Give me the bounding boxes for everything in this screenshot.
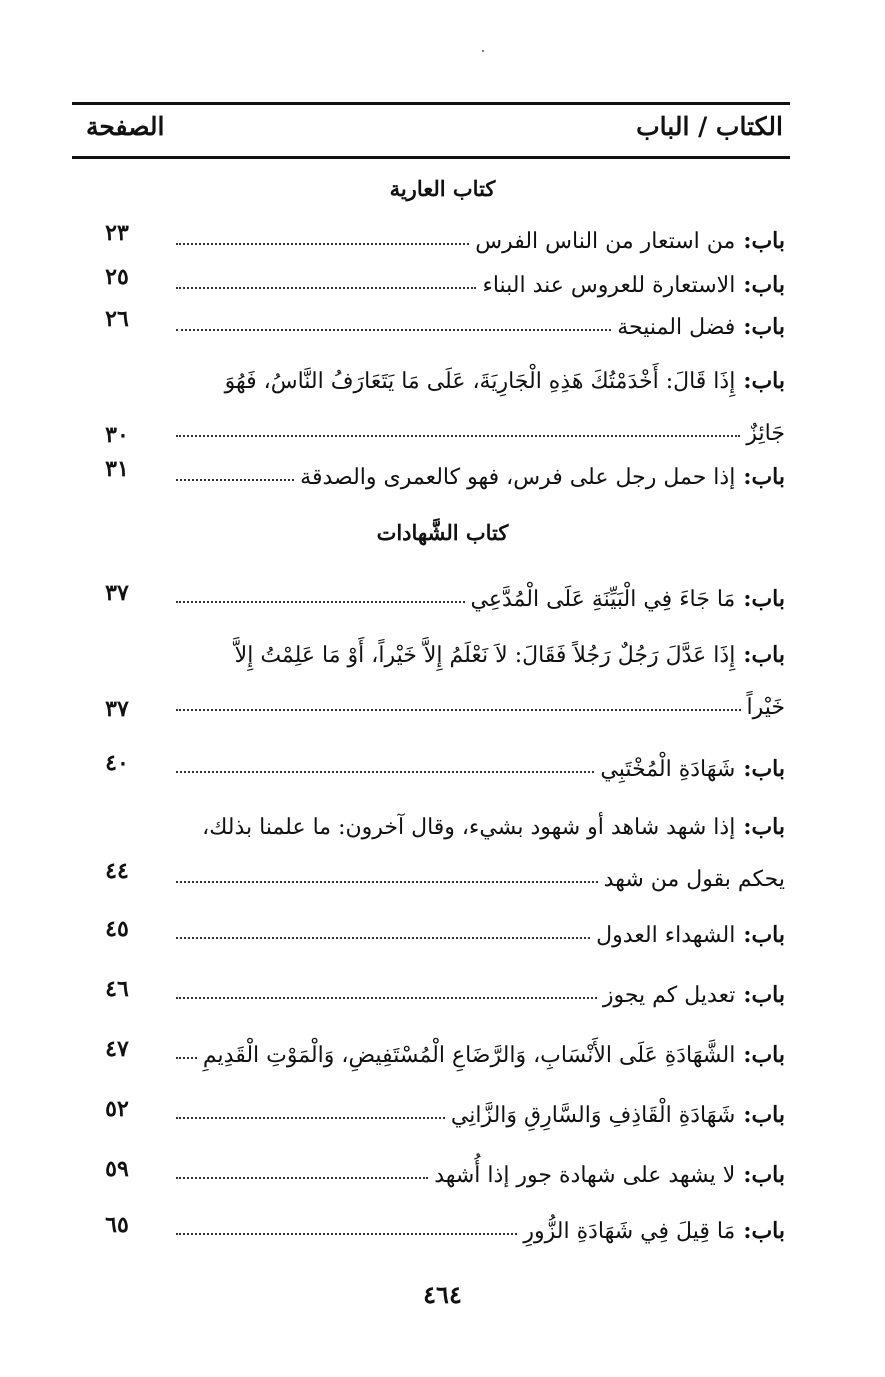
page-number-footer: ٤٦٤	[423, 1280, 462, 1309]
entry-text: من استعار من الناس الفرس	[475, 229, 736, 254]
entry-prefix: باب:	[743, 922, 785, 948]
entry-text: الشهداء العدول	[596, 923, 736, 948]
leader-dots	[176, 881, 598, 883]
entry-text: إِذَا قَالَ: أَخْدَمْتُكَ هَذِهِ الْجَارِيَةَ، عَلَى مَا يَتَعَارَفُ النَّاسُ، فَهُوَ	[224, 369, 736, 394]
toc-entry	[176, 452, 785, 490]
entry-text: فضل المنيحة	[617, 315, 736, 340]
leader-dots	[176, 1117, 445, 1119]
entry-prefix: باب:	[743, 814, 785, 840]
toc-entry	[176, 216, 785, 254]
entry-text: إذا حمل رجل على فرس، فهو كالعمرى والصدقة	[300, 465, 736, 490]
leader-dots	[176, 329, 611, 331]
entry-text: مَا قِيلَ فِي شَهَادَةِ الزُّورِ	[523, 1219, 736, 1244]
entry-prefix: باب:	[743, 314, 785, 340]
entry-page-number: ٤٦	[105, 976, 129, 1002]
entry-page-number: ٦٥	[105, 1212, 129, 1238]
entry-page-number: ٢٣	[105, 220, 129, 246]
entry-prefix: باب:	[743, 1218, 785, 1244]
entry-page-number: ٣٠	[105, 422, 129, 448]
toc-entry	[176, 970, 785, 1008]
entry-text: إذا شهد شاهد أو شهود بشيء، وقال آخرون: ما علمنا بذلك،	[202, 815, 736, 840]
leader-dots	[176, 709, 741, 711]
toc-entry	[176, 356, 785, 446]
toc-entry	[176, 574, 785, 612]
entry-prefix: باب:	[743, 272, 785, 298]
entry-text: شَهَادَةِ الْمُخْتَبِي	[600, 757, 736, 782]
toc-entry	[176, 1090, 785, 1128]
leader-dots	[176, 997, 597, 999]
entry-text: لا يشهد على شهادة جور إذا أُشهد	[434, 1163, 736, 1188]
header-top-rule	[72, 102, 790, 105]
header-bottom-rule	[72, 156, 790, 159]
toc-entry	[176, 910, 785, 948]
entry-text: إِذَا عَدَّلَ رَجُلٌ رَجُلاً فَقَالَ: لاَ نَعْلَمُ إِلاَّ خَيْراً، أَوْ مَا عَلِمْتُ إِلاَّ	[234, 643, 736, 668]
leader-dots	[176, 937, 590, 939]
entry-text: شَهَادَةِ الْقَاذِفِ وَالسَّارِقِ وَالزَّانِي	[450, 1103, 736, 1128]
entry-page-number: ٤٠	[105, 750, 129, 776]
header-chapter-label: الكتاب / الباب	[636, 112, 783, 141]
entry-text: تعديل كم يجوز	[602, 983, 736, 1008]
toc-entry	[176, 260, 785, 298]
entry-prefix: باب:	[743, 982, 785, 1008]
entry-text: الاستعارة للعروس عند البناء	[482, 273, 736, 298]
entry-prefix: باب:	[743, 464, 785, 490]
leader-dots	[176, 243, 469, 245]
toc-entry	[176, 744, 785, 782]
entry-page-number: ٥٩	[105, 1156, 129, 1182]
toc-entry	[176, 302, 785, 340]
print-speck	[482, 50, 484, 52]
leader-dots	[176, 479, 294, 481]
toc-entry	[176, 630, 785, 720]
entry-prefix: باب:	[743, 228, 785, 254]
section-title: كتاب العارية	[389, 176, 496, 201]
entry-page-number: ٤٧	[105, 1036, 129, 1062]
entry-text: مَا جَاءَ فِي الْبَيِّنَةِ عَلَى الْمُدَّعِي	[470, 587, 736, 612]
entry-prefix: باب:	[743, 1102, 785, 1128]
entry-text-continued: يحكم بقول من شهد	[603, 867, 785, 892]
entry-prefix: باب:	[743, 642, 785, 668]
entry-prefix: باب:	[743, 1162, 785, 1188]
toc-entry	[176, 1150, 785, 1188]
entry-text-continued: جَائِزٌ	[746, 421, 785, 446]
leader-dots	[176, 601, 465, 603]
header-page-label: الصفحة	[86, 112, 165, 141]
leader-dots	[176, 287, 476, 289]
entry-text-continued: خَيْراً	[746, 695, 785, 720]
toc-entry	[176, 1030, 785, 1068]
toc-entry	[176, 802, 785, 892]
entry-page-number: ٢٦	[105, 306, 129, 332]
section-title: كتاب الشَّهادات	[376, 520, 509, 545]
leader-dots	[176, 1233, 517, 1235]
leader-dots	[176, 1177, 428, 1179]
entry-page-number: ٥٢	[105, 1096, 129, 1122]
leader-dots	[176, 1057, 197, 1059]
leader-dots	[176, 771, 594, 773]
entry-text: الشَّهَادَةِ عَلَى الأَنْسَابِ، وَالرَّضَاعِ الْمُسْتَفِيضِ، وَالْمَوْتِ الْقَدِيمِ	[202, 1043, 736, 1068]
entry-page-number: ٣٧	[105, 580, 129, 606]
entry-page-number: ٤٤	[105, 858, 129, 884]
toc-entry	[176, 1206, 785, 1244]
entry-prefix: باب:	[743, 1042, 785, 1068]
entry-prefix: باب:	[743, 756, 785, 782]
entry-page-number: ٢٥	[105, 264, 129, 290]
entry-prefix: باب:	[743, 586, 785, 612]
leader-dots	[176, 435, 740, 437]
entry-page-number: ٣٧	[105, 696, 129, 722]
entry-page-number: ٤٥	[105, 916, 129, 942]
entry-prefix: باب:	[743, 368, 785, 394]
entry-page-number: ٣١	[105, 456, 129, 482]
